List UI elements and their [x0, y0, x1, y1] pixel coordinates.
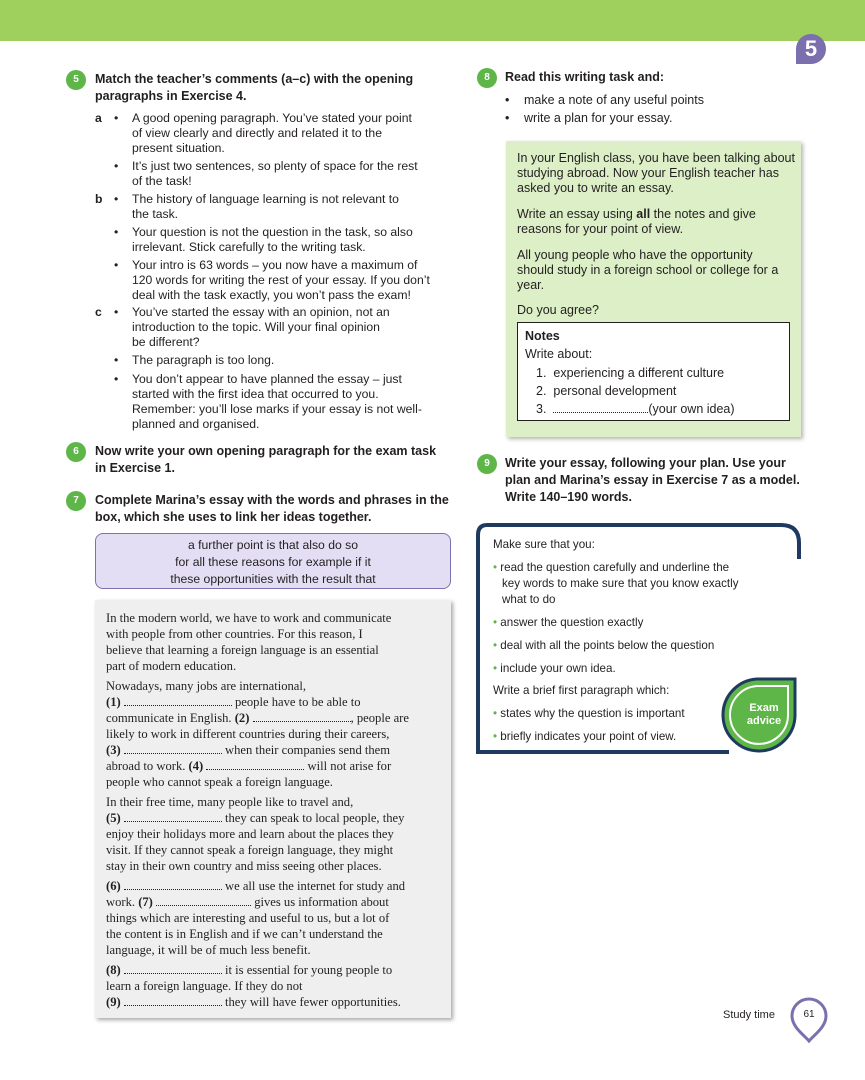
- word-box-line: these opportunities with the result that: [170, 572, 376, 586]
- gap-3[interactable]: [124, 743, 222, 754]
- advice-item: • answer the question exactly: [493, 616, 644, 629]
- page-number: 61: [803, 1009, 815, 1020]
- gap-6[interactable]: [124, 879, 222, 890]
- exercise-9-number: 9: [477, 454, 497, 474]
- exercise-8-number: 8: [477, 68, 497, 88]
- exercise-9-title: Write your essay, following your plan. Use your plan and Marina’s essay in Exercise 7 as a model. Write 140–190 words.: [505, 456, 800, 504]
- advice-item: • include your own idea.: [493, 662, 616, 675]
- writing-task-box: In your English class, you have been talking about studying abroad. Now your English teacher has asked you to write an essay. Write an essay using all the notes and give reasons for your point of view. All young people who have the opportunity should study in a foreign school or college for a year. Do you agree? Notes Write about: 1. experiencing a different culture 2. personal development 3. (your own idea): [506, 141, 801, 437]
- exercise-5-number: 5: [66, 70, 86, 90]
- note-item: 2. personal development: [536, 384, 677, 398]
- exam-badge-line2: advice: [746, 715, 782, 727]
- advice-item: • read the question carefully and underline the: [493, 561, 730, 574]
- advice-para-intro: Write a brief first paragraph which:: [493, 684, 670, 697]
- page-pin-icon: [790, 997, 828, 1043]
- exercise-7-number: 7: [66, 491, 86, 511]
- advice-intro: Make sure that you:: [493, 538, 595, 551]
- gap-9[interactable]: [124, 995, 222, 1006]
- notes-box: Notes Write about: 1. experiencing a different culture 2. personal development 3. (your own idea): [517, 322, 790, 421]
- unit-number: 5: [804, 36, 818, 61]
- advice-item: • states why the question is important: [493, 707, 685, 720]
- exercise-8-title: Read this writing task and:: [505, 70, 665, 84]
- word-box: [95, 533, 451, 589]
- exercise-5-title: Match the teacher’s comments (a–c) with the opening paragraphs in Exercise 4.: [95, 72, 414, 103]
- exam-badge-line1: Exam: [749, 702, 779, 714]
- word-box-line: for all these reasons for example if it: [175, 555, 371, 569]
- gap-5[interactable]: [124, 811, 222, 822]
- note-item: 1. experiencing a different culture: [536, 366, 725, 380]
- marina-essay: In the modern world, we have to work and communicate with people from other countries. For this reason, I believe that learning a foreign language is an essential part of modern education. Nowadays, many jobs are international, (1) people have to be able to communicate in English. (2) , people are likely to work in different countries during their careers, (3) when their companies send them abroad to work. (4) will not arise for people who cannot speak a foreign language. In their free time, many people like to travel and, (5) they can speak to local people, they enjoy their holidays more and learn about the places they visit. If they cannot speak a foreign language, they might stay in their own country and miss seeing other places. (6) we all use the internet for study and work. (7) gives us information about things which are interesting and useful to us, but a lot of the content is in English and if we can’t understand the language, it will be of much less benefit. (8) it is essential for young people to learn a foreign language. If they do not (9) they will have fewer opportunities.: [95, 600, 451, 1018]
- top-color-bar: [0, 0, 865, 41]
- advice-item: • briefly indicates your point of view.: [493, 730, 677, 743]
- word-box-line: a further point is that also do so: [187, 538, 359, 552]
- advice-item-cont: what to do: [502, 593, 556, 606]
- exam-advice-leaf-icon: [717, 673, 801, 753]
- exercise-7-title: Complete Marina’s essay with the words and phrases in the box, which she uses to link her ideas together.: [95, 493, 449, 524]
- gap-1[interactable]: [124, 695, 232, 706]
- exercise-6-title: Now write your own opening paragraph for the exam task in Exercise 1.: [95, 444, 437, 475]
- own-idea-gap[interactable]: [553, 402, 648, 413]
- gap-8[interactable]: [124, 963, 222, 974]
- unit-badge: [796, 34, 826, 64]
- gap-4[interactable]: [206, 759, 304, 770]
- gap-2[interactable]: [253, 711, 351, 722]
- exercise-6-number: 6: [66, 442, 86, 462]
- note-item: 3. (your own idea): [536, 402, 735, 416]
- footer-label: Study time: [723, 1009, 775, 1021]
- advice-item-cont: key words to make sure that you know exactly: [502, 577, 739, 590]
- advice-item: • deal with all the points below the question: [493, 639, 715, 652]
- gap-7[interactable]: [156, 895, 251, 906]
